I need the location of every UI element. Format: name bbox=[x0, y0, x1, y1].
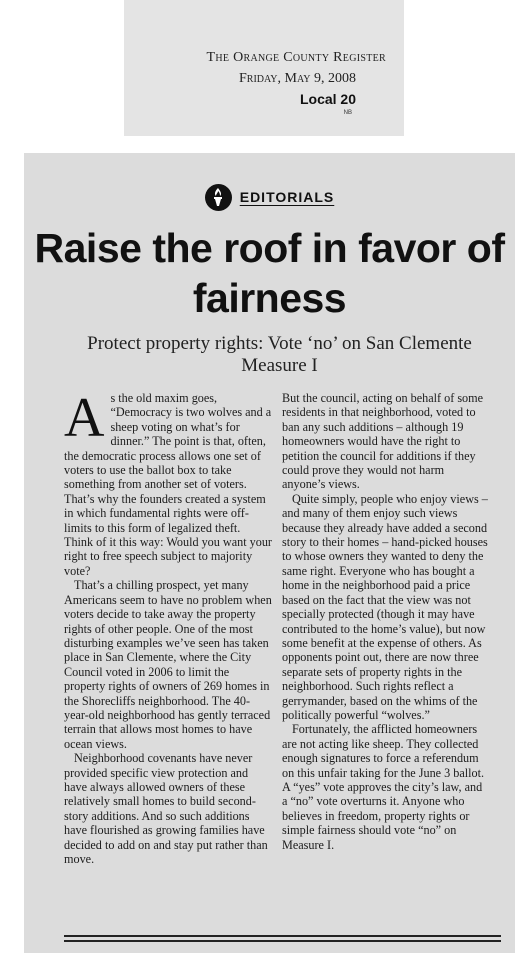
newspaper-name: The Orange County Register bbox=[206, 50, 386, 65]
paragraph: Quite simply, people who enjoy views – and many of them enjoy such views because they already have added a second story to their homes – hand-picked houses to whose owners they wanted to deny the same right. Everyone who has bought a home in the neighborhood paid a price based on the fact that the view was not specially protected (though it may have contributed to the home’s value), but now some benefit at the expense of others. As opponents point out, there are now three separate sets of property rights in the neighborhood. Such rights reflect a gerrymander, based on the whims of the politically powerful “wolves.” bbox=[282, 491, 488, 722]
headline: Raise the roof in favor of fairness bbox=[34, 225, 505, 321]
torch-icon bbox=[205, 184, 232, 211]
editorial-clipping bbox=[24, 153, 515, 953]
publication-date: Friday, May 9, 2008 bbox=[238, 71, 356, 86]
subheadline: Protect property rights: Vote ‘no’ on San Clemente Measure I bbox=[87, 333, 472, 376]
paragraph bbox=[64, 387, 272, 578]
bottom-rule bbox=[64, 940, 501, 942]
paragraph: But the council, acting on behalf of some residents in that neighborhood, voted to ban any such additions – although 19 homeowners would have the right to petition the council for additions if they could prove they would not harm anyone’s views. bbox=[282, 391, 484, 492]
column-1 bbox=[64, 387, 272, 919]
paragraph: Fortunately, the afflicted homeowners are not acting like sheep. They collected enough signatures to force a referendum on this unfair taking for the June 3 ballot. A “yes” vote approves the city’s law, and a “no” vote overturns it. Anyone who believes in freedom, property rights or simple fairness should vote “no” on Measure I. bbox=[282, 722, 485, 852]
column-2 bbox=[282, 391, 490, 919]
section-label: EDITORIALS bbox=[239, 189, 335, 205]
paragraph: That’s a chilling prospect, yet many Americans seem to have no problem when voters decide to take away the property rights of other people. One of the most disturbing examples we’ve seen has taken place in San Clemente, where the City Council voted in 2006 to limit the property rights of owners of 269 homes in the Shorecliffs neighborhood. The 40-year-old neighborhood has gently terraced terrain that allows most homes to have ocean views. bbox=[64, 578, 272, 751]
masthead-clipping bbox=[124, 0, 404, 136]
article-body bbox=[64, 387, 490, 919]
section-label-row bbox=[24, 183, 515, 211]
paragraph-text: s the old maxim goes, “Democracy is two wolves and a sheep voting on what’s for dinner.” The point is that, often, the democratic process allows one set of voters to use the ballot box to take something from another set of voters. That’s why the founders created a system in which fundamental rights were off-limits to this form of legalized theft. Think of it this way: Would you want your right to free speech subject to majority vote? bbox=[64, 391, 272, 578]
paragraph: Neighborhood covenants have never provided specific view protection and have always allowed owners of these relatively small homes to build second-story additions. And so such additions have flourished as growing families have decided to add on and stay put rather than move. bbox=[64, 751, 268, 866]
edition-code: NB bbox=[343, 110, 352, 116]
bottom-rule bbox=[64, 935, 501, 937]
drop-cap: A bbox=[64, 387, 105, 449]
section-page: Local 20 bbox=[299, 91, 356, 107]
